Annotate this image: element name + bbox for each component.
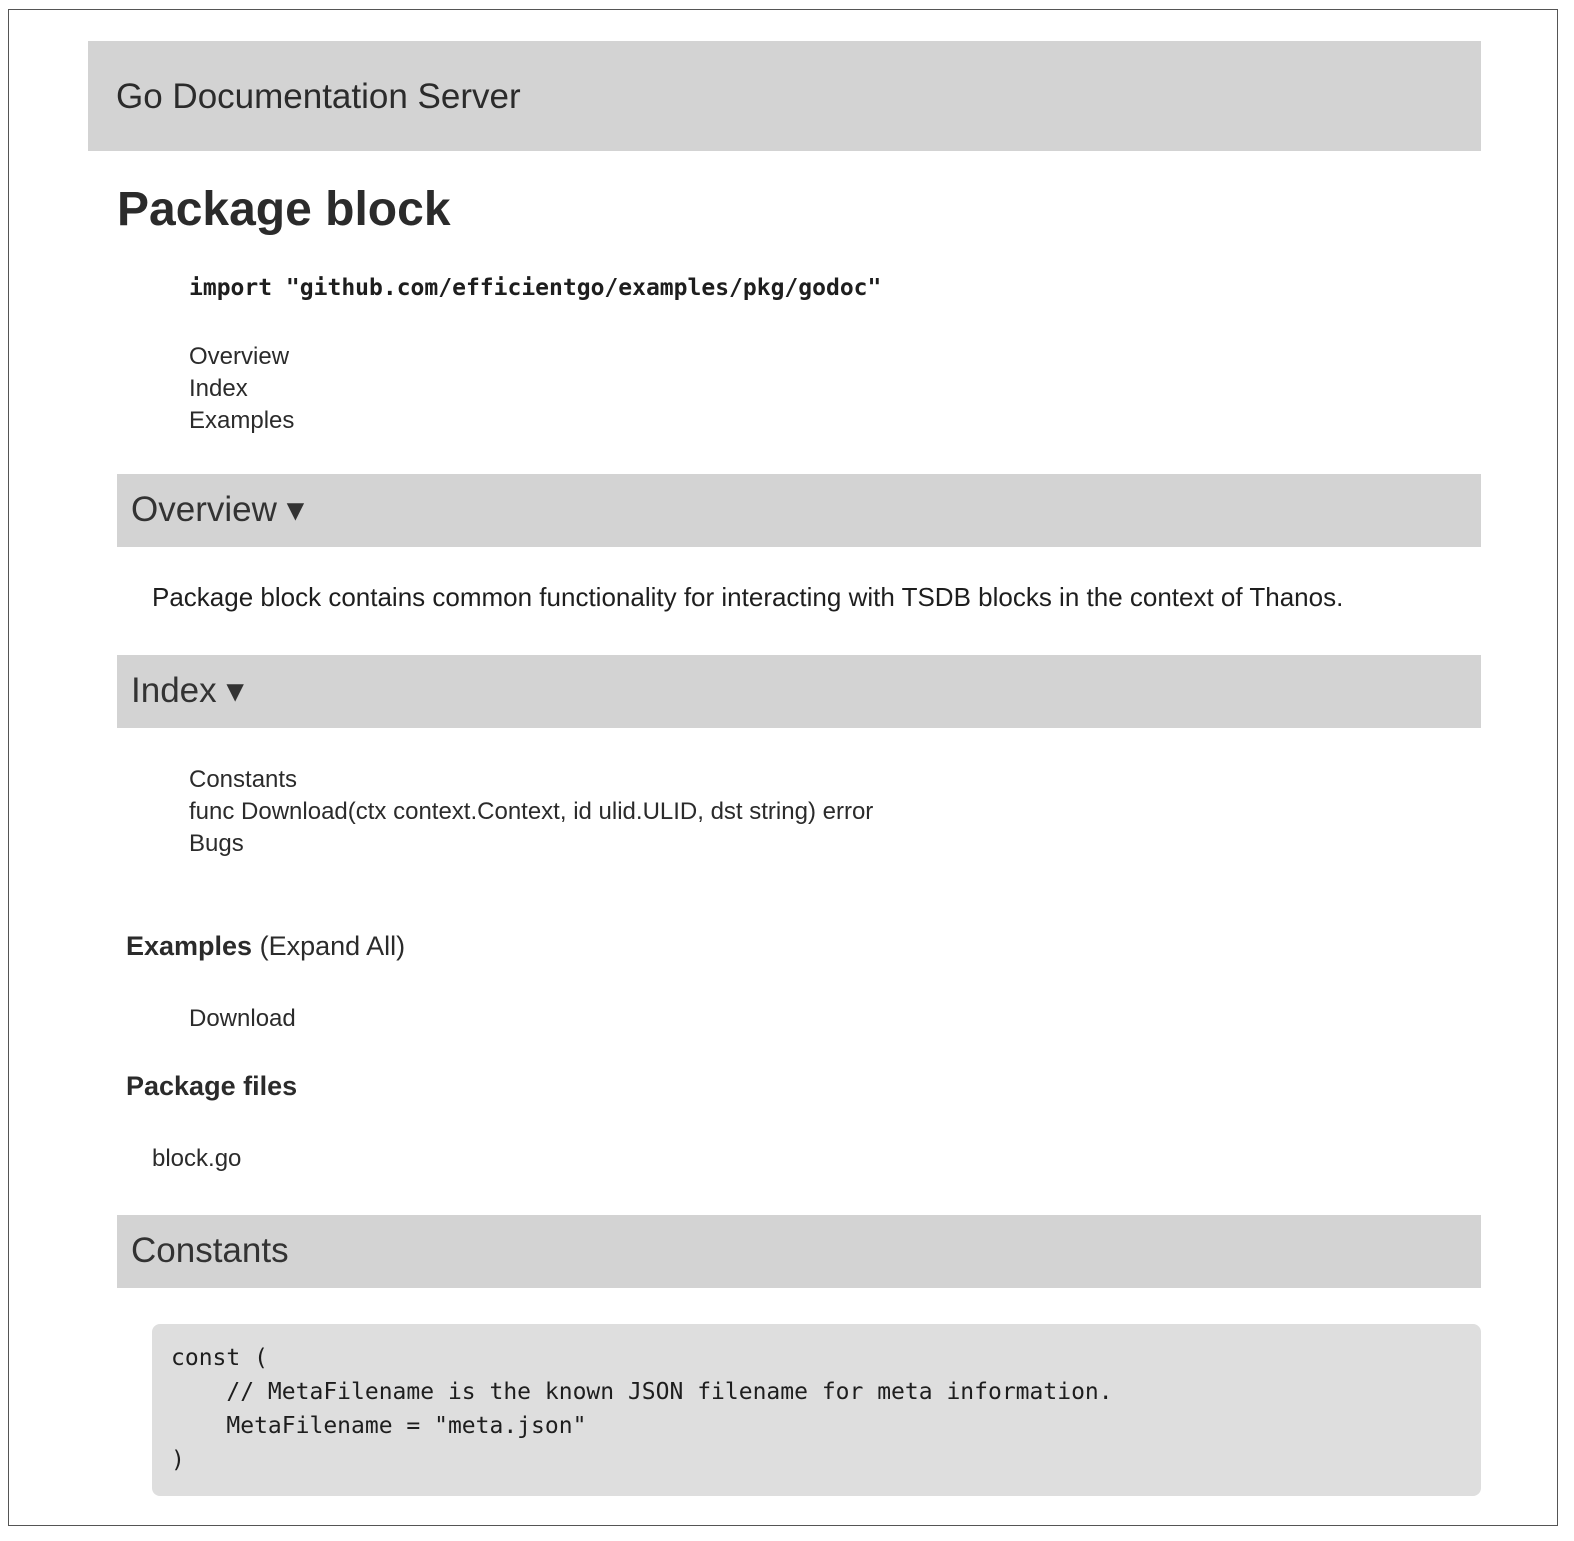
overview-description: Package block contains common functionality for interacting with TSDB blocks in the context of Thanos.	[152, 582, 1344, 612]
index-link-func-download[interactable]: func Download(ctx context.Context, id ulid.ULID, dst string) error	[189, 798, 874, 825]
file-link-block-go[interactable]: block.go	[152, 1145, 242, 1172]
top-bar	[88, 41, 1481, 151]
overview-section-header[interactable]	[117, 474, 1481, 547]
table-of-contents	[189, 341, 294, 437]
code-line: )	[171, 1447, 185, 1473]
index-heading: Index ▾	[131, 671, 244, 710]
constants-heading: Constants	[131, 1231, 289, 1270]
expand-all-link[interactable]: (Expand All)	[259, 931, 406, 961]
code-line: MetaFilename = "meta.json"	[171, 1413, 587, 1439]
examples-heading	[126, 931, 405, 962]
example-link-download[interactable]: Download	[189, 1005, 296, 1032]
overview-heading: Overview ▾	[131, 490, 305, 529]
constants-section-header	[117, 1215, 1481, 1288]
code-line: // MetaFilename is the known JSON filename for meta information.	[171, 1379, 1113, 1405]
code-line: const (	[171, 1345, 268, 1371]
index-link-constants[interactable]: Constants	[189, 766, 298, 793]
import-path: import "github.com/efficientgo/examples/pkg/godoc"	[189, 275, 882, 301]
index-section-header[interactable]	[117, 655, 1481, 728]
constants-code-block	[152, 1324, 1481, 1496]
site-title[interactable]: Go Documentation Server	[116, 77, 521, 116]
toc-link-overview[interactable]: Overview	[189, 343, 290, 370]
index-link-bugs[interactable]: Bugs	[189, 830, 244, 857]
examples-title: Examples	[126, 931, 253, 961]
index-list	[189, 764, 873, 860]
toc-link-index[interactable]: Index	[189, 375, 248, 402]
page-title: Package block	[117, 183, 451, 236]
package-files-heading: Package files	[126, 1071, 298, 1101]
toc-link-examples[interactable]: Examples	[189, 407, 295, 434]
examples-list	[189, 1003, 296, 1035]
